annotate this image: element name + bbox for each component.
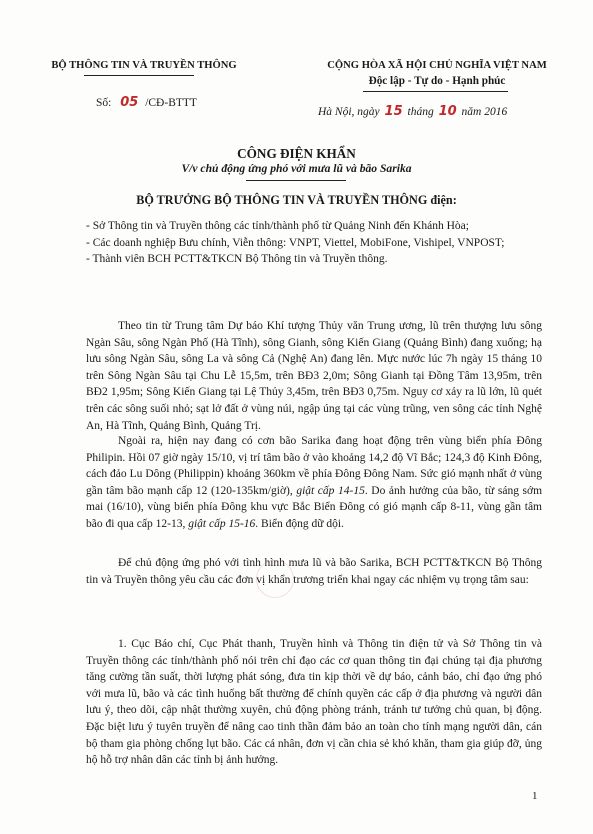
paragraph-text: Theo tin từ Trung tâm Dự báo Khí tượng Thủy văn Trung ương, lũ trên thượng lưu sông Ngàn Sâu, sông Ngàn Phố (Hà Tĩnh), sông Gianh, sông Kiến Giang (Quảng Bình) đang xuống; hạ lưu sông Ngàn Sâu, sông La và sông Cả (Nghệ An) đang lên. Mực nước lúc 7h ngày 15 tháng 10 trên Sông Ngàn Sâu tại Chu Lễ 15,5m, trên BĐ3 2,0m; Sông Gianh tại Đồng Tâm 13,95m, trên BĐ2 1,95m; Sông Kiến Giang tại Lệ Thủy 3,45m, trên BĐ3 0,75m. Nguy cơ xảy ra lũ lớn, lũ quét trên các sông suối nhỏ; sạt lở đất ở vùng núi, ngập úng tại các vùng trũng, ven sông các tỉnh Nghệ An, Hà Tĩnh, Quảng Bình, Quảng Trị. (86, 320, 542, 432)
paragraph-text-part: . Do ảnh hưởng của bão, từ sáng sớm mai (16/10), vùng biển phía Đông khu vực Bắc Biển Đông có gió mạnh cấp 8-11, vùng gần tâm bão đi qua cấp 12-13, (86, 484, 543, 530)
docno-prefix: Số: (96, 97, 112, 109)
sender-heading: BỘ TRƯỞNG BỘ THÔNG TIN VÀ TRUYỀN THÔNG điện: (136, 193, 457, 207)
document-subject: V/v chủ động ứng phó với mưa lũ và bão Sarika (181, 162, 412, 175)
recipient-item: - Thành viên BCH PCTT&TKCN Bộ Thông tin và Truyền thông. (86, 253, 388, 266)
date-month-handwritten: 10 (438, 104, 457, 119)
document-number (96, 95, 197, 110)
paragraph-gust-emphasis: giật cấp 15-16 (188, 517, 256, 530)
date-day-handwritten: 15 (384, 104, 403, 119)
paragraph-storm-sarika (86, 433, 542, 533)
date-suffix: năm 2016 (461, 106, 508, 118)
issuing-organization: BỘ THÔNG TIN VÀ TRUYỀN THÔNG (51, 60, 237, 71)
paragraph-text: Để chủ động ứng phó với tình hình mưa lũ và bão Sarika, BCH PCTT&TKCN Bộ Thông tin và Truyền thông yêu cầu các đơn vị khẩn trương triển khai ngay các nhiệm vụ trọng tâm sau: (86, 557, 542, 586)
recipient-item: - Sở Thông tin và Truyền thông các tỉnh/thành phố từ Quảng Ninh đến Khánh Hòa; (86, 220, 469, 232)
docno-handwritten-number: 05 (120, 95, 139, 110)
recipients-list (86, 218, 542, 268)
paragraph-directive-intro (86, 555, 542, 588)
paragraph-task-1 (86, 636, 542, 769)
paragraph-text-part: Ngoài ra, hiện nay đang có cơn bão Sarika đang hoạt động trên vùng biển phía Đông Philipin. Hồi 07 giờ ngày 15/10, vị trí tâm bão ở vào khoảng 14,2 độ Vĩ Bắc; 124,3 độ Kinh Đông, cách đảo Lu Dông (Philippin) khoảng 360km về phía Đông Đông Nam. Sức gió mạnh nhất ở vùng gần tâm bão mạnh cấp 12 (120-135km/giờ), (86, 435, 542, 497)
paragraph-text (86, 433, 542, 533)
paragraph-gust-emphasis: giật cấp 14-15 (296, 484, 365, 497)
recipient-item: - Các doanh nghiệp Bưu chính, Viễn thông: VNPT, Viettel, MobiFone, Vishipel, VNPOST; (86, 236, 505, 249)
paragraph-text: 1. Cục Báo chí, Cục Phát thanh, Truyền hình và Thông tin điện tử và Sở Thông tin và Truyền thông các tỉnh/thành phố nói trên chỉ đạo các cơ quan thông tin đại chúng tại địa phương tăng cường tần suất, thời lượng phát sóng, đưa tin kịp thời về dự báo, cảnh báo, chỉ đạo ứng phó với mưa lũ, bão và các tình huống bất thường để chính quyền các cấp ở địa phương và người dân lưu ý, theo dõi, cập nhật thường xuyên, chủ động phòng tránh, tránh tư tưởng chủ quan, bị động. Đặc biệt lưu ý tuyên truyền để nâng cao tinh thần đảm bảo an toàn cho tính mạng người dân, cán bộ tham gia phòng chống lụt bão. Các cá nhân, đơn vị cần chia sẻ khó khăn, tham gia giúp đỡ, ủng hộ hỗ trợ nhân dân các tỉnh bị ảnh hưởng. (86, 638, 542, 767)
paragraph-flood-forecast (86, 318, 542, 434)
national-motto: Độc lập - Tự do - Hạnh phúc (368, 75, 506, 87)
org-underline (84, 75, 194, 76)
document-title: CÔNG ĐIỆN KHẨN (237, 146, 356, 161)
page-number: 1 (532, 790, 538, 802)
paragraph-text-part: . Biển động dữ dội. (255, 517, 344, 530)
date-line (318, 104, 507, 119)
date-prefix: Hà Nội, ngày (318, 106, 380, 118)
date-mid: tháng (407, 106, 434, 118)
faint-stamp-mark (256, 560, 294, 598)
subject-underline (246, 180, 346, 181)
motto-underline (363, 91, 508, 92)
docno-suffix: /CĐ-BTTT (145, 97, 197, 109)
national-title: CỘNG HÒA XÃ HỘI CHỦ NGHĨA VIỆT NAM (327, 60, 547, 71)
